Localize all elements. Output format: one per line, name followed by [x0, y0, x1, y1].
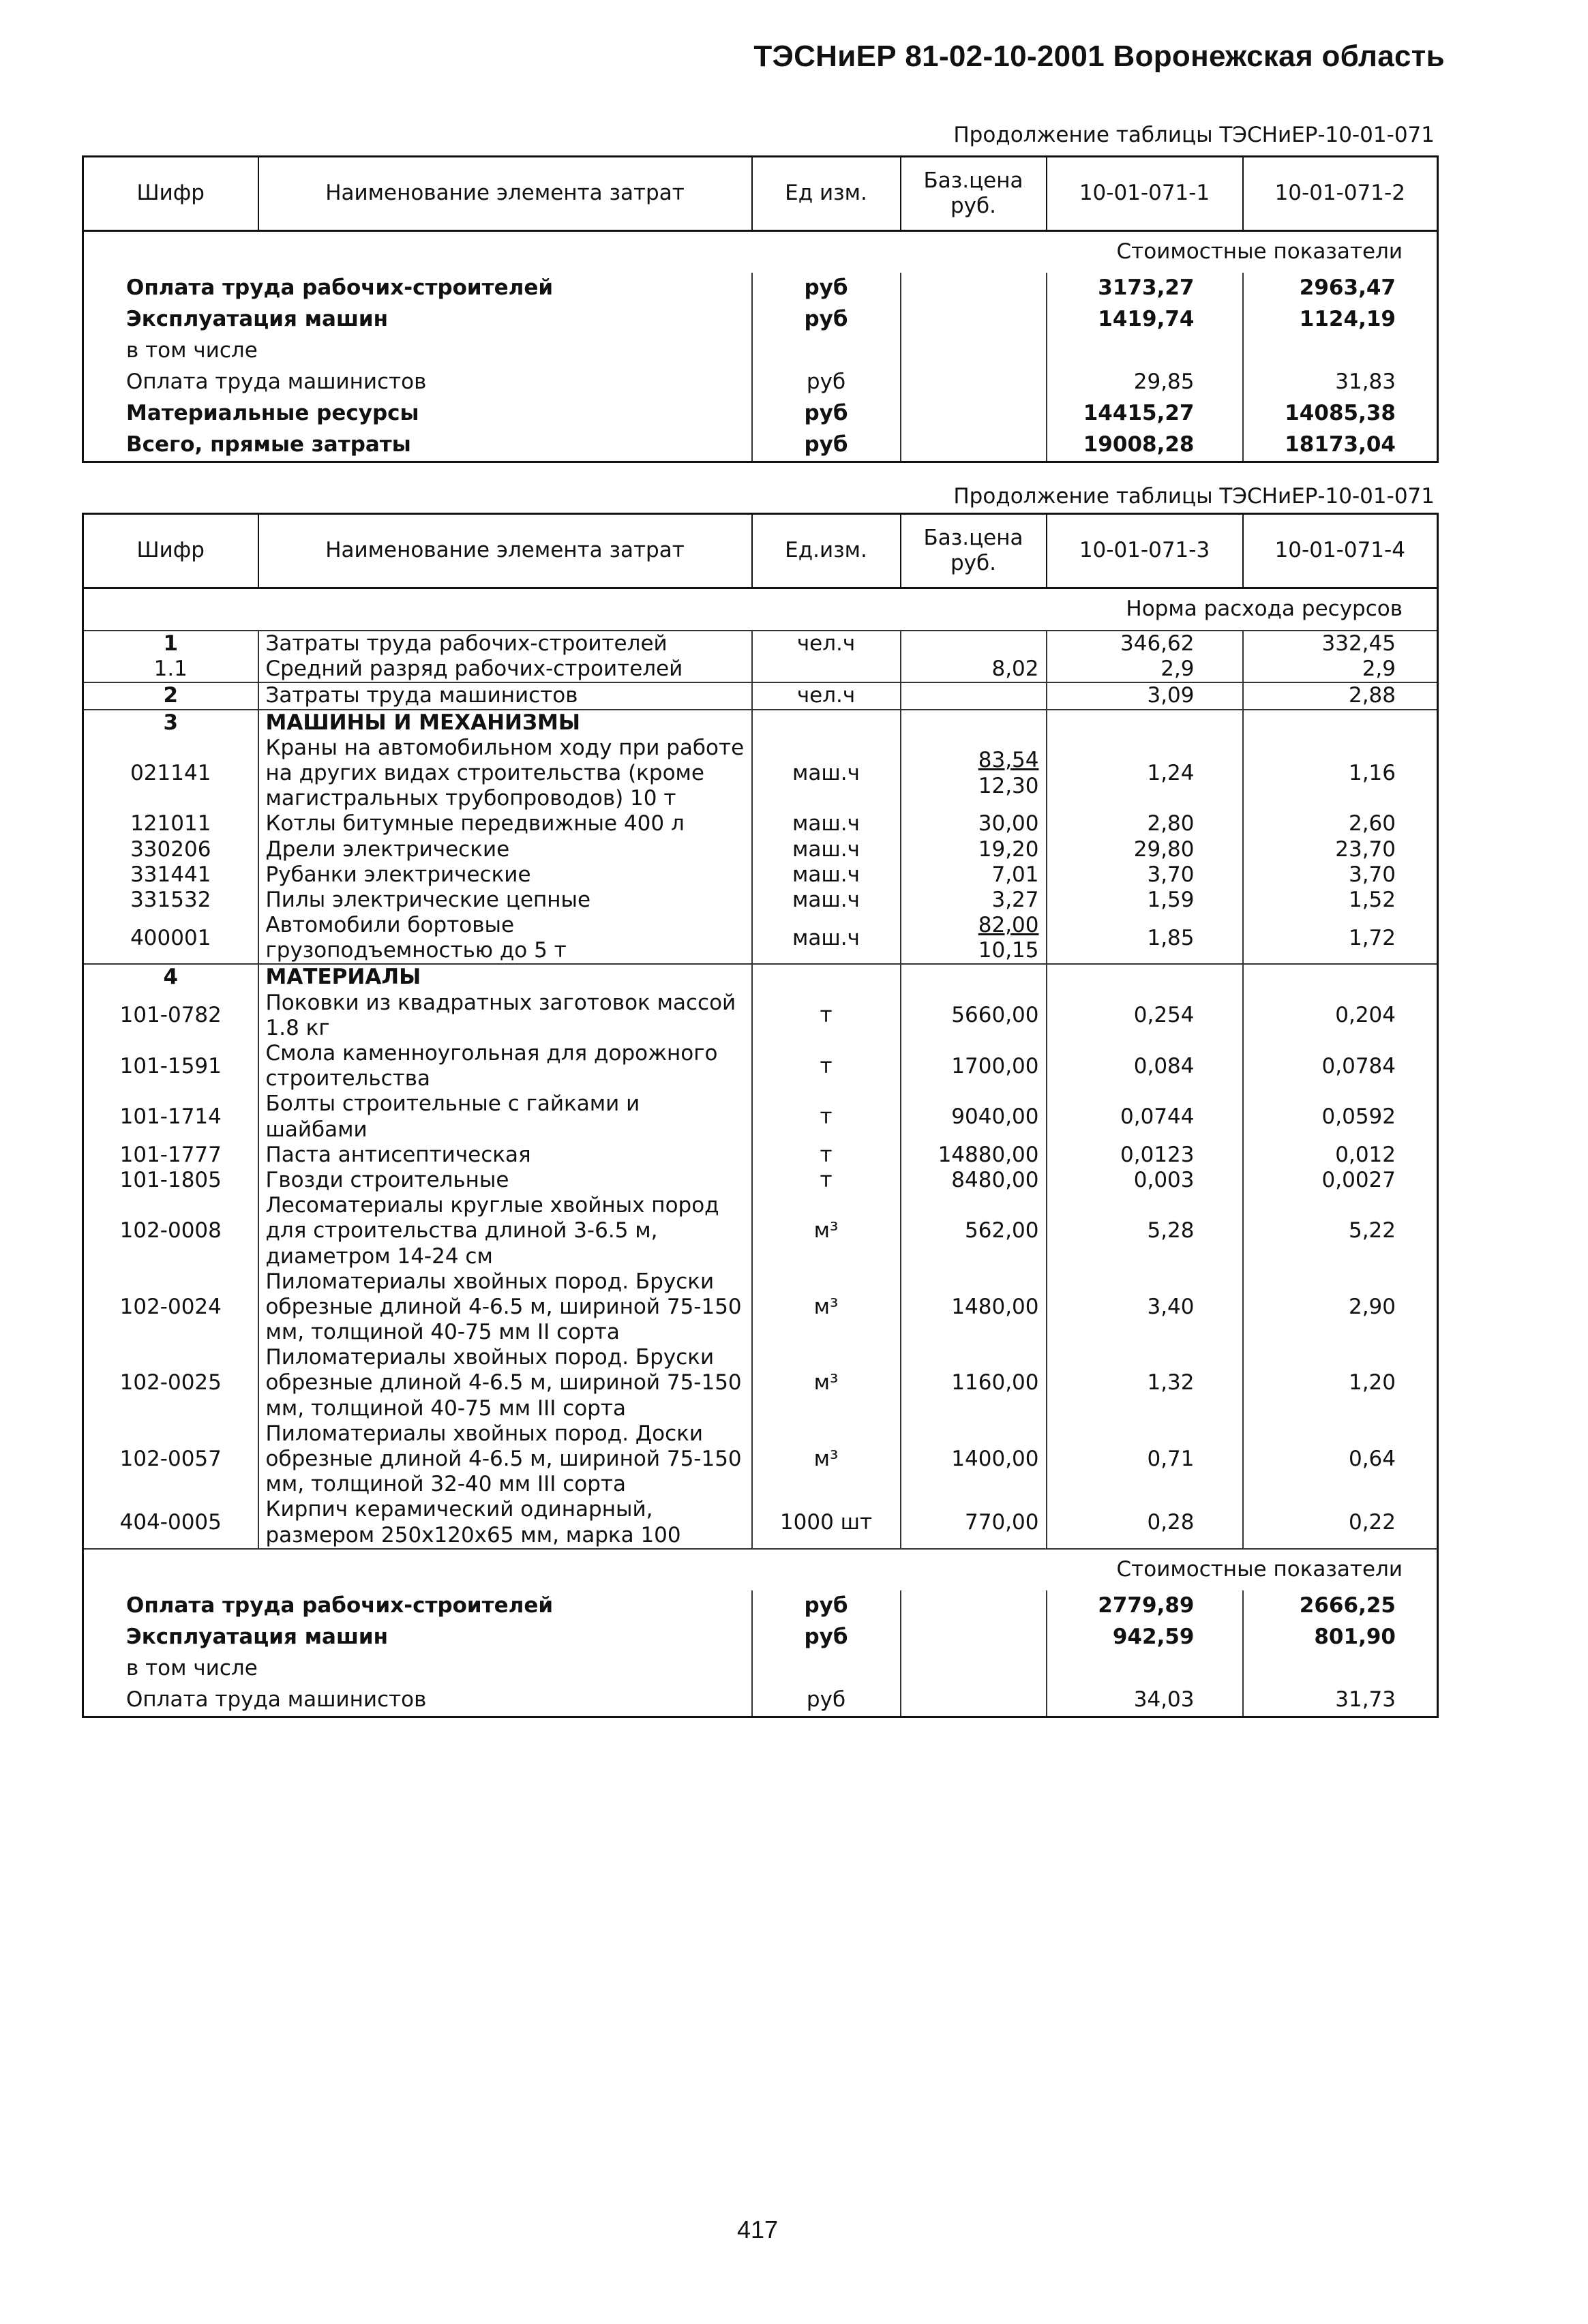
table-row	[83, 1041, 1438, 1091]
cost-row	[83, 1590, 1438, 1622]
row-price-numerator: 83,54	[978, 748, 1039, 773]
cost-item-price	[901, 335, 1047, 367]
row-price	[901, 682, 1047, 709]
row-price: 5660,00	[901, 991, 1047, 1041]
row-price: 1400,00	[901, 1421, 1047, 1498]
row-code: 021141	[130, 760, 211, 785]
row-unit: т	[752, 991, 901, 1041]
cost-item-value-2: 801,90	[1243, 1622, 1438, 1653]
col-header-variant-1: 10-01-071-1	[1047, 157, 1243, 231]
row-name: Рубанки электрические	[258, 862, 752, 888]
row-code: 331441	[130, 862, 211, 887]
table-row	[83, 657, 1438, 682]
cost-item-unit: руб	[752, 273, 901, 304]
cost-item-value-1: 3173,27	[1047, 273, 1243, 304]
row-value-1: 1,85	[1047, 913, 1243, 964]
row-price	[901, 736, 1047, 812]
row-name: Пиломатериалы хвойных пород. Бруски обрезные длиной 4-6.5 м, шириной 75-150 мм, толщиной 40-75 мм II сорта	[258, 1269, 752, 1346]
cost-item-price	[901, 1653, 1047, 1685]
col-header-unit: Ед изм.	[752, 157, 901, 231]
row-price: 30,00	[901, 811, 1047, 836]
row-price-denominator: 12,30	[978, 773, 1039, 798]
row-name: Пиломатериалы хвойных пород. Доски обрезные длиной 4-6.5 м, шириной 75-150 мм, толщиной 32-40 мм III сорта	[258, 1421, 752, 1498]
row-code: 102-0024	[119, 1294, 222, 1319]
cost-item-value-2	[1243, 1653, 1438, 1685]
cost-item-name: Эксплуатация машин	[126, 307, 389, 332]
row-code: 1.1	[153, 657, 188, 682]
cost-row	[83, 1685, 1438, 1717]
row-value-1	[1047, 710, 1243, 736]
row-unit	[752, 710, 901, 736]
cost-item-value-2: 18173,04	[1243, 429, 1438, 462]
row-value-1: 1,32	[1047, 1345, 1243, 1421]
row-value-1: 0,0123	[1047, 1143, 1243, 1168]
row-name: Котлы битумные передвижные 400 л	[258, 811, 752, 836]
row-code: 400001	[130, 925, 211, 950]
row-name: Затраты труда рабочих-строителей	[258, 631, 752, 657]
cost-item-value-1: 14415,27	[1047, 398, 1243, 429]
row-price: 14880,00	[901, 1143, 1047, 1168]
row-code: 121011	[130, 811, 211, 836]
row-price: 770,00	[901, 1497, 1047, 1548]
row-value-2: 0,012	[1243, 1143, 1438, 1168]
row-value-1: 0,0744	[1047, 1091, 1243, 1142]
row-value-1: 29,80	[1047, 837, 1243, 862]
row-code: 101-1714	[119, 1104, 222, 1129]
row-value-2: 0,22	[1243, 1497, 1438, 1548]
row-value-1: 5,28	[1047, 1193, 1243, 1269]
table-row	[83, 736, 1438, 812]
row-value-2: 2,9	[1243, 657, 1438, 682]
cost-item-value-1	[1047, 1653, 1243, 1685]
row-unit: маш.ч	[752, 811, 901, 836]
cost-item-value-1: 2779,89	[1047, 1590, 1243, 1622]
row-code: 102-0057	[119, 1447, 222, 1471]
cost-item-unit: руб	[752, 1590, 901, 1622]
cost-item-price	[901, 398, 1047, 429]
cost-row	[83, 1653, 1438, 1685]
table-row	[83, 964, 1438, 990]
row-price: 562,00	[901, 1193, 1047, 1269]
col-header-code: Шифр	[136, 181, 205, 206]
cost-row	[83, 304, 1438, 335]
table-row	[83, 913, 1438, 964]
row-price	[901, 964, 1047, 990]
row-value-2: 0,64	[1243, 1421, 1438, 1498]
table-row	[83, 710, 1438, 736]
section-label: Норма расхода ресурсов	[1126, 597, 1403, 622]
cost-item-unit: руб	[752, 1622, 901, 1653]
row-price: 7,01	[901, 862, 1047, 888]
row-price: 8480,00	[901, 1168, 1047, 1193]
cost-item-unit	[752, 335, 901, 367]
row-name: Смола каменноугольная для дорожного строительства	[258, 1041, 752, 1091]
row-unit: т	[752, 1143, 901, 1168]
row-code: 2	[83, 682, 258, 709]
row-value-2: 3,70	[1243, 862, 1438, 888]
table-row	[83, 631, 1438, 657]
table-row	[83, 1168, 1438, 1193]
row-price: 1160,00	[901, 1345, 1047, 1421]
row-value-2: 2,90	[1243, 1269, 1438, 1346]
row-value-2: 1,52	[1243, 888, 1438, 913]
cost-rows	[83, 273, 1438, 462]
row-value-1: 0,28	[1047, 1497, 1243, 1548]
row-price	[901, 710, 1047, 736]
resource-rows	[83, 631, 1438, 1549]
table-row	[83, 1421, 1438, 1498]
row-name: Паста антисептическая	[258, 1143, 752, 1168]
cost-item-price	[901, 429, 1047, 462]
table-row	[83, 1091, 1438, 1142]
row-price-denominator: 10,15	[978, 938, 1039, 963]
table-header-row	[83, 157, 1438, 231]
cost-item-value-2: 31,83	[1243, 367, 1438, 398]
row-value-1: 346,62	[1047, 631, 1243, 657]
table-continuation-label: Продолжение таблицы ТЭСНиЕР-10-01-071	[953, 123, 1435, 147]
row-name: Краны на автомобильном ходу при работе на других видах строительства (кроме магистральных трубопроводов) 10 т	[258, 736, 752, 812]
row-code: 330206	[130, 836, 211, 862]
cost-item-value-2: 2963,47	[1243, 273, 1438, 304]
row-code: 101-1591	[119, 1053, 222, 1078]
cost-item-unit: руб	[752, 367, 901, 398]
cost-item-value-1	[1047, 335, 1243, 367]
cost-item-name: Оплата труда рабочих-строителей	[126, 275, 554, 301]
cost-table-1	[82, 155, 1439, 463]
table-row	[83, 811, 1438, 836]
col-header-variant-3: 10-01-071-3	[1047, 514, 1243, 588]
row-value-2: 1,20	[1243, 1345, 1438, 1421]
row-value-1: 0,71	[1047, 1421, 1243, 1498]
row-name: Затраты труда машинистов	[258, 682, 752, 709]
row-value-1: 0,003	[1047, 1168, 1243, 1193]
col-header-variant-2: 10-01-071-2	[1243, 157, 1438, 231]
cost-item-value-1: 29,85	[1047, 367, 1243, 398]
cost-row	[83, 1622, 1438, 1653]
row-value-1: 1,24	[1047, 736, 1243, 812]
row-value-1: 0,254	[1047, 991, 1243, 1041]
cost-item-price	[901, 1590, 1047, 1622]
row-value-2: 0,204	[1243, 991, 1438, 1041]
row-unit: маш.ч	[752, 837, 901, 862]
row-value-1	[1047, 964, 1243, 990]
cost-item-value-2	[1243, 335, 1438, 367]
cost-item-value-2: 2666,25	[1243, 1590, 1438, 1622]
col-header-code: Шифр	[136, 538, 205, 563]
cost-row	[83, 335, 1438, 367]
cost-item-value-1: 34,03	[1047, 1685, 1243, 1717]
col-header-price: Баз.цена руб.	[901, 157, 1047, 231]
col-header-name: Наименование элемента затрат	[258, 157, 752, 231]
row-value-1: 3,70	[1047, 862, 1243, 888]
row-name: Пилы электрические цепные	[258, 888, 752, 913]
row-value-2	[1243, 964, 1438, 990]
row-price: 1480,00	[901, 1269, 1047, 1346]
row-value-2	[1243, 710, 1438, 736]
row-name: Средний разряд рабочих-строителей	[258, 657, 752, 682]
row-code: 101-1805	[119, 1167, 222, 1192]
row-value-2: 1,16	[1243, 736, 1438, 812]
row-price: 3,27	[901, 888, 1047, 913]
cost-row	[83, 273, 1438, 304]
row-value-2: 1,72	[1243, 913, 1438, 964]
row-price	[901, 631, 1047, 657]
cost-item-unit: руб	[752, 304, 901, 335]
table-row	[83, 1345, 1438, 1421]
table-header-row	[83, 514, 1438, 588]
cost-item-value-2: 31,73	[1243, 1685, 1438, 1717]
row-value-2: 2,60	[1243, 811, 1438, 836]
section-label: Стоимостные показатели	[1116, 239, 1403, 265]
row-unit: т	[752, 1091, 901, 1142]
cost-item-name: в том числе	[126, 1656, 258, 1681]
row-value-2: 5,22	[1243, 1193, 1438, 1269]
col-header-name: Наименование элемента затрат	[258, 514, 752, 588]
row-code: 4	[83, 964, 258, 990]
row-unit: маш.ч	[752, 736, 901, 812]
row-code: 102-0025	[119, 1370, 222, 1395]
row-value-2: 0,0027	[1243, 1168, 1438, 1193]
row-unit: м³	[752, 1269, 901, 1346]
row-value-1: 1,59	[1047, 888, 1243, 913]
row-price: 1700,00	[901, 1041, 1047, 1091]
cost-item-value-1: 1419,74	[1047, 304, 1243, 335]
row-value-2: 2,88	[1243, 682, 1438, 709]
row-price: 19,20	[901, 837, 1047, 862]
row-name: Поковки из квадратных заготовок массой 1.8 кг	[258, 991, 752, 1041]
row-name: Кирпич керамический одинарный, размером 250х120х65 мм, марка 100	[258, 1497, 752, 1548]
row-unit	[752, 964, 901, 990]
cost-item-price	[901, 304, 1047, 335]
section-label-row	[83, 231, 1438, 273]
row-price: 8,02	[901, 657, 1047, 682]
row-code: 101-1777	[119, 1142, 222, 1167]
table-row	[83, 837, 1438, 862]
row-code: 1	[83, 631, 258, 657]
row-name: МАТЕРИАЛЫ	[258, 964, 752, 990]
cost-item-name: Материальные ресурсы	[126, 401, 419, 426]
row-price	[901, 913, 1047, 964]
row-code: 3	[83, 710, 258, 736]
cost-item-name: в том числе	[126, 338, 258, 363]
cost-item-price	[901, 1622, 1047, 1653]
row-value-1: 3,40	[1047, 1269, 1243, 1346]
row-name: Гвозди строительные	[258, 1168, 752, 1193]
cost-rows	[83, 1590, 1438, 1717]
row-unit: м³	[752, 1345, 901, 1421]
cost-row	[83, 429, 1438, 462]
row-name: Пиломатериалы хвойных пород. Бруски обрезные длиной 4-6.5 м, шириной 75-150 мм, толщиной 40-75 мм III сорта	[258, 1345, 752, 1421]
cost-item-unit: руб	[752, 429, 901, 462]
col-header-price: Баз.цена руб.	[901, 514, 1047, 588]
row-unit: маш.ч	[752, 888, 901, 913]
col-header-unit: Ед.изм.	[752, 514, 901, 588]
cost-item-unit: руб	[752, 398, 901, 429]
cost-item-unit	[752, 1653, 901, 1685]
table-row	[83, 1269, 1438, 1346]
cost-item-value-1: 942,59	[1047, 1622, 1243, 1653]
cost-item-value-2: 14085,38	[1243, 398, 1438, 429]
row-value-2: 23,70	[1243, 837, 1438, 862]
row-unit: т	[752, 1041, 901, 1091]
row-value-1: 3,09	[1047, 682, 1243, 709]
row-unit: чел.ч	[752, 631, 901, 657]
row-value-2: 0,0784	[1243, 1041, 1438, 1091]
section-label-row	[83, 588, 1438, 631]
row-unit: маш.ч	[752, 862, 901, 888]
row-unit: м³	[752, 1421, 901, 1498]
page-number: 417	[736, 2216, 779, 2244]
row-name: Лесоматериалы круглые хвойных пород для строительства длиной 3-6.5 м, диаметром 14-24 см	[258, 1193, 752, 1269]
cost-row	[83, 398, 1438, 429]
row-unit: чел.ч	[752, 682, 901, 709]
table-row	[83, 862, 1438, 888]
cost-item-name: Оплата труда машинистов	[126, 1687, 427, 1712]
row-unit	[752, 657, 901, 682]
cost-item-name: Оплата труда рабочих-строителей	[126, 1593, 554, 1618]
cost-item-name: Эксплуатация машин	[126, 1625, 389, 1650]
col-header-variant-4: 10-01-071-4	[1243, 514, 1438, 588]
cost-item-name: Всего, прямые затраты	[126, 432, 411, 457]
row-price: 9040,00	[901, 1091, 1047, 1142]
cost-label-row	[83, 1549, 1438, 1590]
cost-item-price	[901, 367, 1047, 398]
table-row	[83, 991, 1438, 1041]
row-unit: маш.ч	[752, 913, 901, 964]
row-unit: м³	[752, 1193, 901, 1269]
cost-item-value-1: 19008,28	[1047, 429, 1243, 462]
row-value-1: 2,80	[1047, 811, 1243, 836]
cost-item-price	[901, 1685, 1047, 1717]
cost-row	[83, 367, 1438, 398]
row-name: МАШИНЫ И МЕХАНИЗМЫ	[258, 710, 752, 736]
row-code: 331532	[130, 887, 211, 912]
row-code: 404-0005	[119, 1509, 222, 1535]
table-row	[83, 682, 1438, 709]
cost-item-price	[901, 273, 1047, 304]
row-price-numerator: 82,00	[978, 913, 1039, 938]
row-name: Дрели электрические	[258, 837, 752, 862]
table-row	[83, 1193, 1438, 1269]
resource-table	[82, 513, 1439, 1718]
table-continuation-label: Продолжение таблицы ТЭСНиЕР-10-01-071	[953, 484, 1435, 509]
row-value-2: 332,45	[1243, 631, 1438, 657]
row-name: Автомобили бортовые грузоподъемностью до 5 т	[258, 913, 752, 964]
row-code: 101-0782	[119, 1003, 222, 1028]
row-name: Болты строительные с гайками и шайбами	[258, 1091, 752, 1142]
table-row	[83, 888, 1438, 913]
table-row	[83, 1497, 1438, 1548]
table-row	[83, 1143, 1438, 1168]
page-title: ТЭСНиЕР 81-02-10-2001 Воронежская область	[753, 40, 1445, 73]
row-unit: 1000 шт	[752, 1497, 901, 1548]
row-code: 102-0008	[119, 1218, 222, 1243]
row-value-1: 2,9	[1047, 657, 1243, 682]
cost-item-name: Оплата труда машинистов	[126, 369, 427, 395]
row-value-1: 0,084	[1047, 1041, 1243, 1091]
cost-item-value-2: 1124,19	[1243, 304, 1438, 335]
cost-section-label: Стоимостные показатели	[83, 1549, 1438, 1590]
row-unit: т	[752, 1168, 901, 1193]
row-value-2: 0,0592	[1243, 1091, 1438, 1142]
cost-item-unit: руб	[752, 1685, 901, 1717]
